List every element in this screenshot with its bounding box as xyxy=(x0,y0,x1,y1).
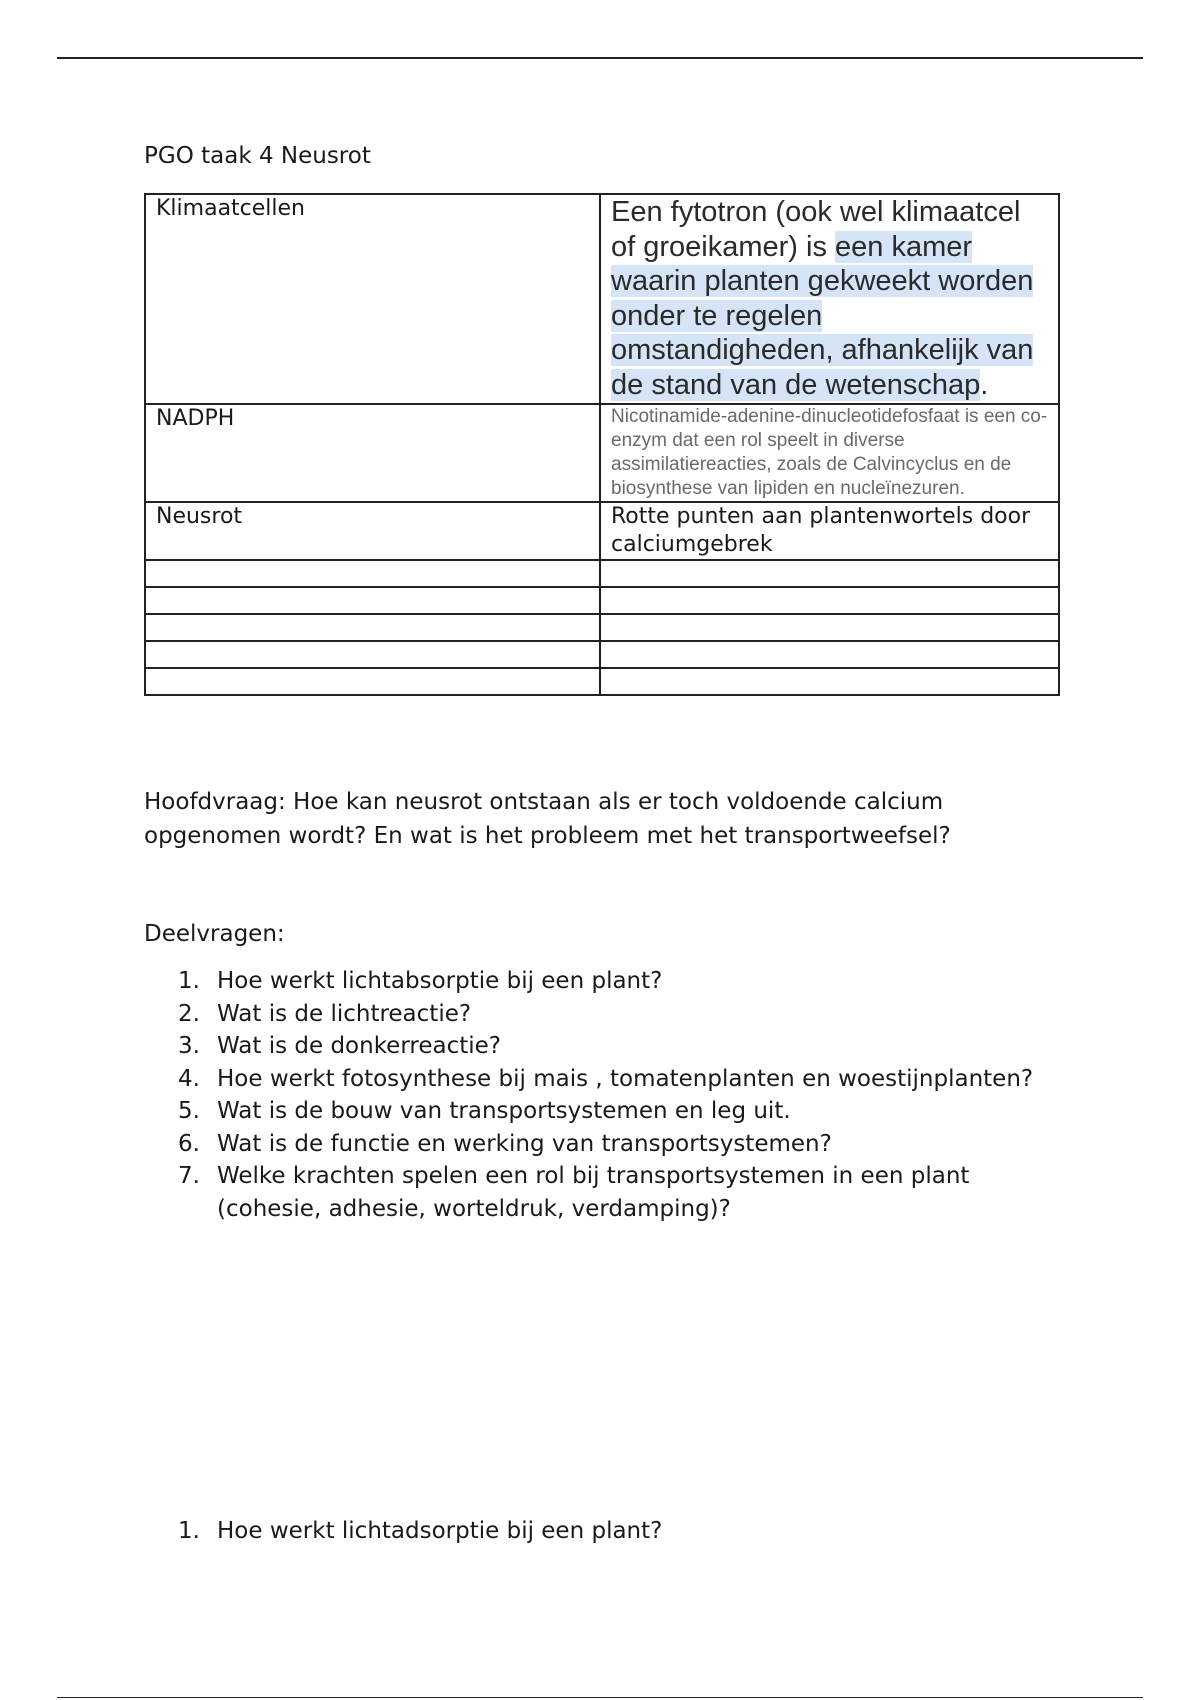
definition-text-end: . xyxy=(980,368,989,401)
definition-cell: Rotte punten aan plantenwortels door calciumgebrek xyxy=(600,502,1059,560)
subquestions-label: Deelvragen: xyxy=(144,921,285,947)
definition-cell: Nicotinamide-adenine-dinucleotidefosfaat is een co-enzym dat een rol speelt in diverse assimilatiereacties, zoals de Calvincyclus en de biosynthese van lipiden en nucleïnezuren. xyxy=(600,404,1059,502)
empty-cell xyxy=(600,560,1059,587)
definition-text: Een fytotron (ook wel klimaatcel of groeikamer) is xyxy=(611,196,1021,263)
list-number: 1. xyxy=(178,968,200,994)
empty-cell xyxy=(600,668,1059,695)
list-text: Wat is de functie en werking van transportsystemen? xyxy=(217,1130,832,1157)
term-cell: Klimaatcellen xyxy=(145,194,600,404)
list-text: Hoe werkt lichtabsorptie bij een plant? xyxy=(217,968,663,994)
empty-cell xyxy=(145,560,600,587)
empty-cell xyxy=(600,587,1059,614)
list-text: Wat is de lichtreactie? xyxy=(217,1000,472,1027)
term-cell: NADPH xyxy=(145,404,600,502)
empty-cell xyxy=(145,614,600,641)
page-bottom-rule xyxy=(57,1697,1143,1698)
list-number: 1. xyxy=(178,1518,200,1544)
table-row xyxy=(145,502,1059,560)
second-question-list xyxy=(144,1515,1044,1548)
list-text: Wat is de donkerreactie? xyxy=(217,1033,501,1059)
list-item xyxy=(144,1160,1044,1225)
table-row xyxy=(145,194,1059,404)
list-text: Hoe werkt fotosynthese bij mais , tomatenplanten en woestijnplanten? xyxy=(217,1065,1034,1092)
list-item xyxy=(144,965,1044,998)
list-number: 2. xyxy=(178,1000,200,1027)
empty-table-row xyxy=(145,668,1059,695)
empty-cell xyxy=(600,614,1059,641)
empty-cell xyxy=(600,641,1059,668)
empty-table-row xyxy=(145,560,1059,587)
terms-table xyxy=(144,193,1060,696)
empty-cell xyxy=(145,587,600,614)
subquestions-list xyxy=(144,965,1044,1225)
empty-table-row xyxy=(145,641,1059,668)
empty-cell xyxy=(145,668,600,695)
empty-cell xyxy=(145,641,600,668)
document-title: PGO taak 4 Neusrot xyxy=(144,143,371,169)
list-text: Hoe werkt lichtadsorptie bij een plant? xyxy=(217,1518,663,1544)
list-number: 6. xyxy=(178,1130,200,1157)
table-row xyxy=(145,404,1059,502)
highlighted-text: een kamer waarin planten gekweekt worden onder te regelen omstandigheden, afhankelijk van de stand van de wetenschap xyxy=(611,230,1034,401)
list-number: 3. xyxy=(178,1033,200,1059)
page-top-rule xyxy=(57,57,1143,59)
list-item xyxy=(144,998,1044,1031)
term-cell: Neusrot xyxy=(145,502,600,560)
main-question: Hoofdvraag: Hoe kan neusrot ontstaan als er toch voldoende calcium opgenomen wordt? En wat is het probleem met het transportweefsel? xyxy=(144,789,951,849)
list-number: 7. xyxy=(178,1163,200,1189)
list-text: Wat is de bouw van transportsystemen en leg uit. xyxy=(217,1098,791,1124)
empty-table-row xyxy=(145,587,1059,614)
list-number: 4. xyxy=(178,1065,200,1092)
definition-cell xyxy=(600,194,1059,404)
list-item xyxy=(144,1128,1044,1161)
list-item xyxy=(144,1515,1044,1548)
list-item xyxy=(144,1063,1044,1096)
list-item xyxy=(144,1030,1044,1063)
list-number: 5. xyxy=(178,1098,200,1124)
list-text: Welke krachten spelen een rol bij transportsystemen in een plant (cohesie, adhesie, worteldruk, verdamping)? xyxy=(217,1163,970,1222)
empty-table-row xyxy=(145,614,1059,641)
list-item xyxy=(144,1095,1044,1128)
